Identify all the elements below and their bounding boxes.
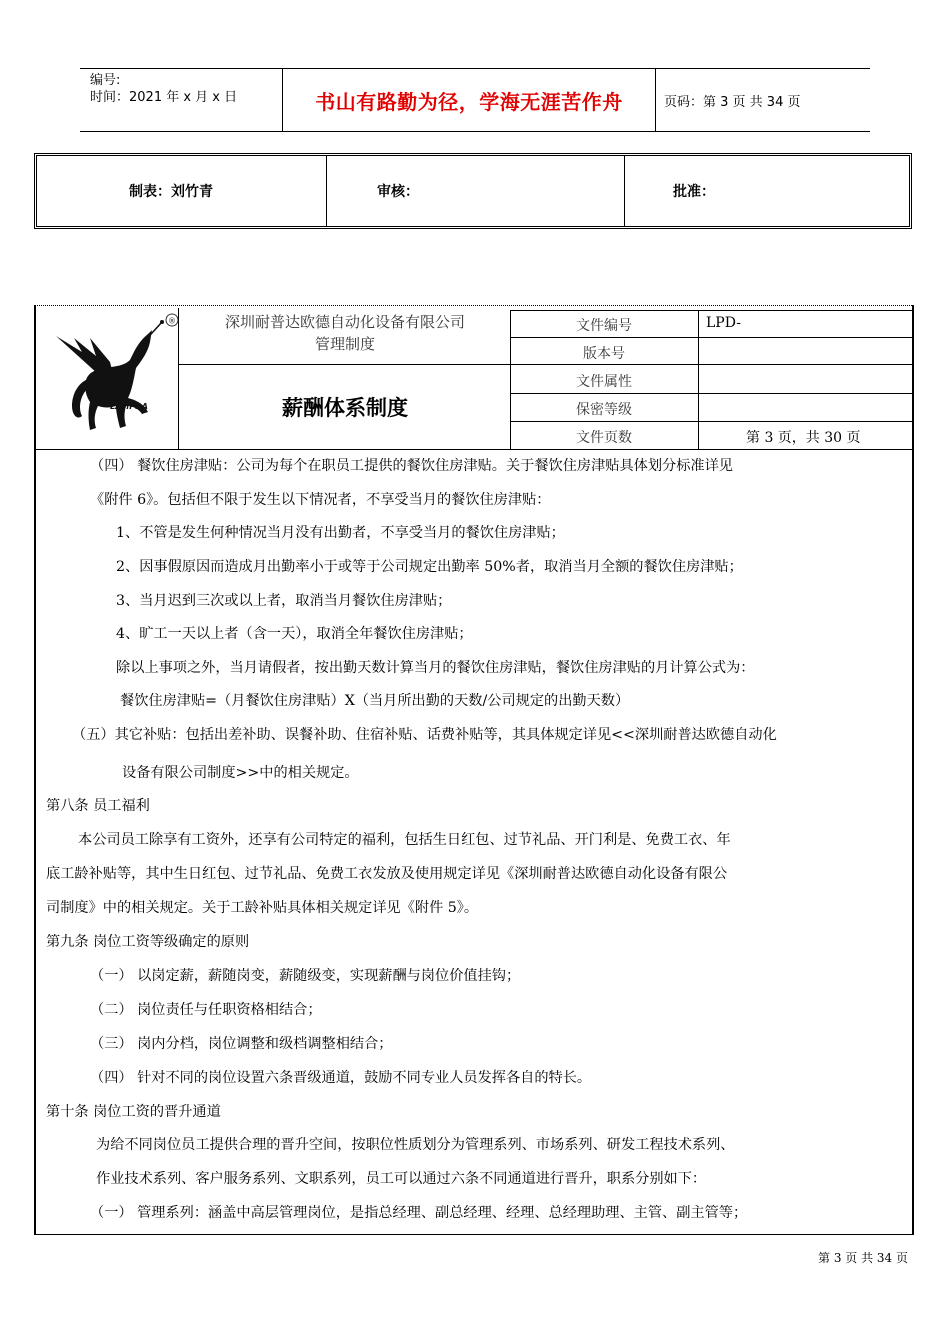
list-item: （二） 岗位责任与任职资格相结合；	[90, 1002, 322, 1018]
number-label: 编号:	[90, 73, 121, 88]
paragraph-line: 为给不同岗位员工提供合理的晋升空间，按职位性质划分为管理系列、市场系列、研发工程技术系列、	[96, 1137, 735, 1153]
header-meta	[80, 69, 282, 131]
meta-label-page-count: 文件页数	[576, 430, 632, 446]
divider	[510, 310, 913, 311]
section-heading: 第八条 员工福利	[46, 798, 150, 814]
company-block	[180, 311, 510, 355]
paragraph-line: 除以上事项之外，当月请假者，按出勤天数计算当月的餐饮住房津贴，餐饮住房津贴的月计算公式为：	[116, 660, 755, 676]
pegasus-logo-icon	[38, 308, 178, 450]
approver-cell: 批准：	[673, 184, 715, 200]
paragraph-line: （五）其它补贴：包括出差补助、误餐补助、住宿补贴、话费补贴等，其具体规定详见<<深圳耐普达欧德自动化	[72, 727, 777, 743]
list-item: 1、不管是发生何种情况当月没有出勤者，不享受当月的餐饮住房津贴；	[116, 525, 565, 541]
meta-label-file-number: 文件编号	[576, 318, 632, 334]
meta-value-page-count: 第 3 页，共 30 页	[746, 430, 861, 446]
company-logo	[38, 308, 178, 450]
reviewer-cell: 审核：	[327, 156, 625, 226]
section-heading: 第十条 岗位工资的晋升通道	[46, 1104, 221, 1120]
divider	[510, 421, 913, 422]
meta-label-attribute: 文件属性	[576, 374, 632, 390]
list-item: （一） 管理系列：涵盖中高层管理岗位，是指总经理、副总经理、经理、总经理助理、主管、副主管等；	[90, 1205, 748, 1221]
paragraph-line: 《附件 6》。包括但不限于发生以下情况者，不享受当月的餐饮住房津贴：	[90, 492, 551, 508]
preparer-cell: 制表：刘竹青	[37, 156, 327, 226]
paragraph-line: （四） 餐饮住房津贴：公司为每个在职员工提供的餐饮住房津贴。关于餐饮住房津贴具体划分标准详见	[90, 458, 733, 474]
meta-label-version: 版本号	[583, 346, 625, 362]
formula-line: 餐饮住房津贴=（月餐饮住房津贴）X（当月所出勤的天数/公司规定的出勤天数）	[120, 693, 630, 709]
company-name: 深圳耐普达欧德自动化设备有限公司	[224, 313, 465, 331]
meta-label-confidentiality: 保密等级	[576, 402, 632, 418]
divider	[510, 393, 913, 394]
divider	[510, 337, 913, 338]
list-item: 3、当月迟到三次或以上者，取消当月餐饮住房津贴；	[116, 593, 452, 609]
document-title: 薪酬体系制度	[282, 396, 408, 420]
paragraph-line: 司制度》中的相关规定。关于工龄补贴具体相关规定详见《附件 5》。	[46, 900, 479, 916]
doc-category: 管理制度	[314, 335, 375, 353]
divider	[698, 310, 699, 450]
date-line: 时间：2021 年 x 月 x 日	[90, 90, 238, 105]
paragraph-line: 底工龄补贴等，其中生日红包、过节礼品、免费工衣发放及使用规定详见《深圳耐普达欧德自动化设备有限公	[46, 866, 728, 882]
motto-text: 书山有路勤为径，学海无涯苦作舟	[315, 89, 623, 114]
paragraph-line: 设备有限公司制度>>中的相关规定。	[122, 765, 359, 781]
logo-wordmark: LAMPDA	[110, 402, 148, 411]
page-footer: 第 3 页 共 34 页	[818, 1251, 908, 1265]
list-item: （四） 针对不同的岗位设置六条晋级通道，鼓励不同专业人员发挥各自的特长。	[90, 1070, 592, 1086]
paragraph-line: 作业技术系列、客户服务系列、文职系列，员工可以通过六条不同通道进行晋升，职系分别如下：	[96, 1171, 707, 1187]
top-header	[80, 68, 870, 132]
signature-table	[34, 153, 912, 229]
section-heading: 第九条 岗位工资等级确定的原则	[46, 934, 250, 950]
motto-cell	[282, 69, 656, 131]
divider	[178, 308, 179, 450]
list-item: （一） 以岗定薪，薪随岗变，薪随级变，实现薪酬与岗位价值挂钩；	[90, 968, 521, 984]
registered-mark: ®	[168, 316, 176, 326]
divider	[178, 364, 913, 365]
list-item: （三） 岗内分档，岗位调整和级档调整相结合；	[90, 1036, 393, 1052]
paragraph-line: 本公司员工除享有工资外，还享有公司特定的福利，包括生日红包、过节礼品、开门利是、免费工衣、年	[78, 832, 731, 848]
page-info: 页码：第 3 页 共 34 页	[664, 94, 801, 110]
list-item: 2、因事假原因而造成月出勤率小于或等于公司规定出勤率 50%者，取消当月全额的餐饮住房津贴；	[116, 559, 743, 575]
list-item: 4、旷工一天以上者（含一天），取消全年餐饮住房津贴；	[116, 626, 473, 642]
meta-value-file-number: LPD-	[706, 315, 741, 331]
